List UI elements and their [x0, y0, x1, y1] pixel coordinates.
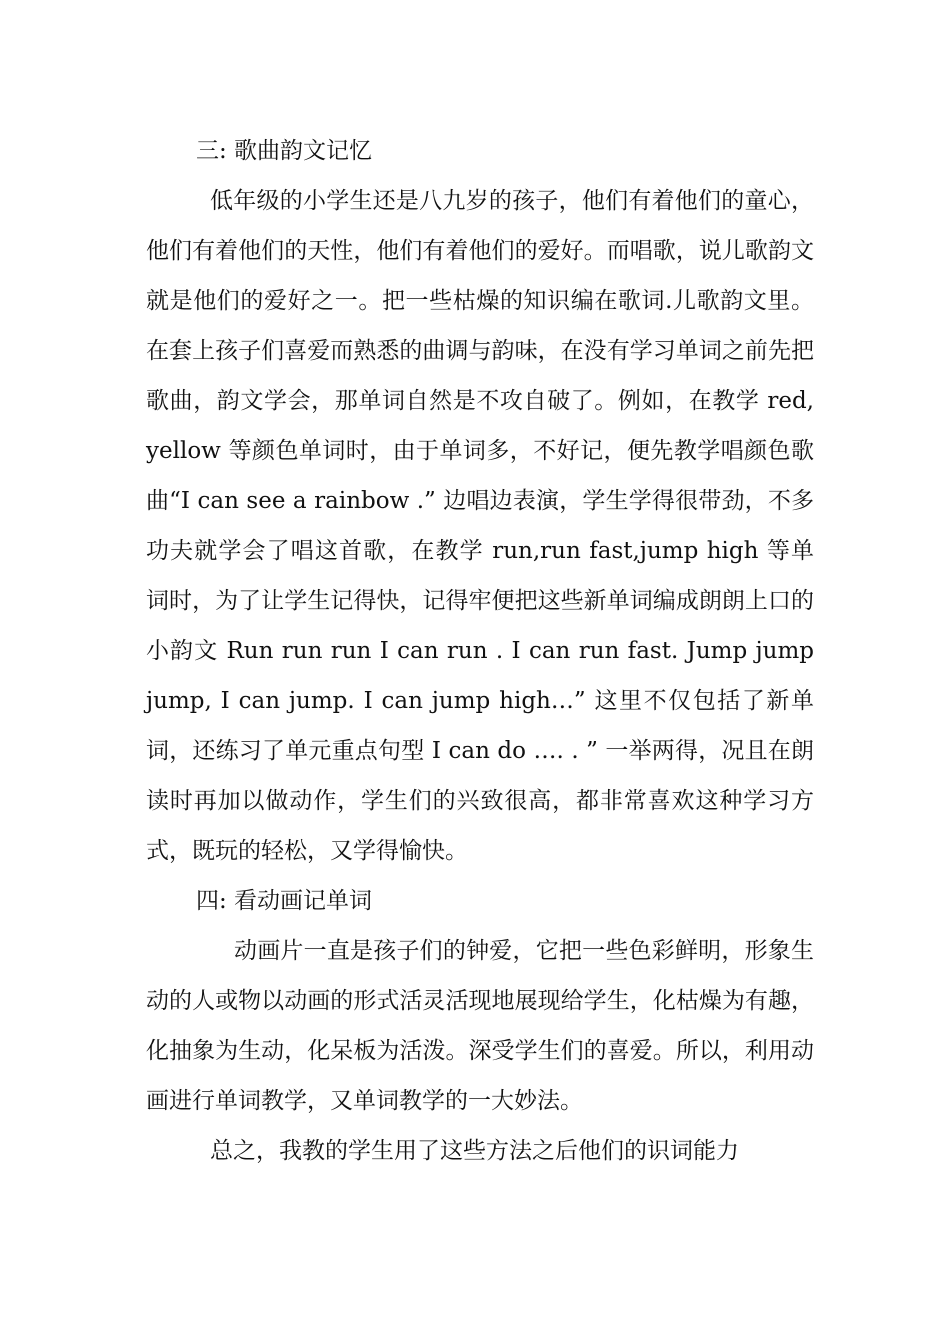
section-3-paragraph: 低年级的小学生还是八九岁的孩子，他们有着他们的童心，他们有着他们的天性，他们有着他们的爱好。而唱歌，说儿歌韵文就是他们的爱好之一。把一些枯燥的知识编在歌词.儿歌韵文里。在套上孩子们喜爱而熟悉的曲调与韵味，在没有学习单词之前先把歌曲，韵文学会，那单词自然是不攻自破了。例如，在教学 red, yellow 等颜色单词时，由于单词多，不好记，便先教学唱颜色歌曲“I can see a rainbow .” 边唱边表演，学生学得很带劲，不多功夫就学会了唱这首歌，在教学 run,run fast,jump high 等单词时，为了让学生记得快，记得牢便把这些新单词编成朗朗上口的小韵文 Run run run I can run . I can run fast. Jump jump jump, I can jump. I can jump high…” 这里不仅包括了新单词，还练习了单元重点句型 I can do …. . ” 一举两得，况且在朗读时再加以做动作，学生们的兴致很高，都非常喜欢这种学习方式，既玩的轻松，又学得愉快。	[146, 188, 814, 864]
section-4-heading: 四: 看动画记单词	[196, 888, 373, 914]
section-4-paragraph: 动画片一直是孩子们的钟爱，它把一些色彩鲜明，形象生动的人或物以动画的形式活灵活现地展现给学生，化枯燥为有趣，化抽象为生动，化呆板为活泼。深受学生们的喜爱。所以，利用动画进行单词教学，又单词教学的一大妙法。	[146, 938, 814, 1114]
document-body	[146, 126, 814, 1176]
section-3-heading: 三: 歌曲韵文记忆	[196, 138, 373, 164]
conclusion-paragraph: 总之，我教的学生用了这些方法之后他们的识词能力	[210, 1138, 739, 1164]
